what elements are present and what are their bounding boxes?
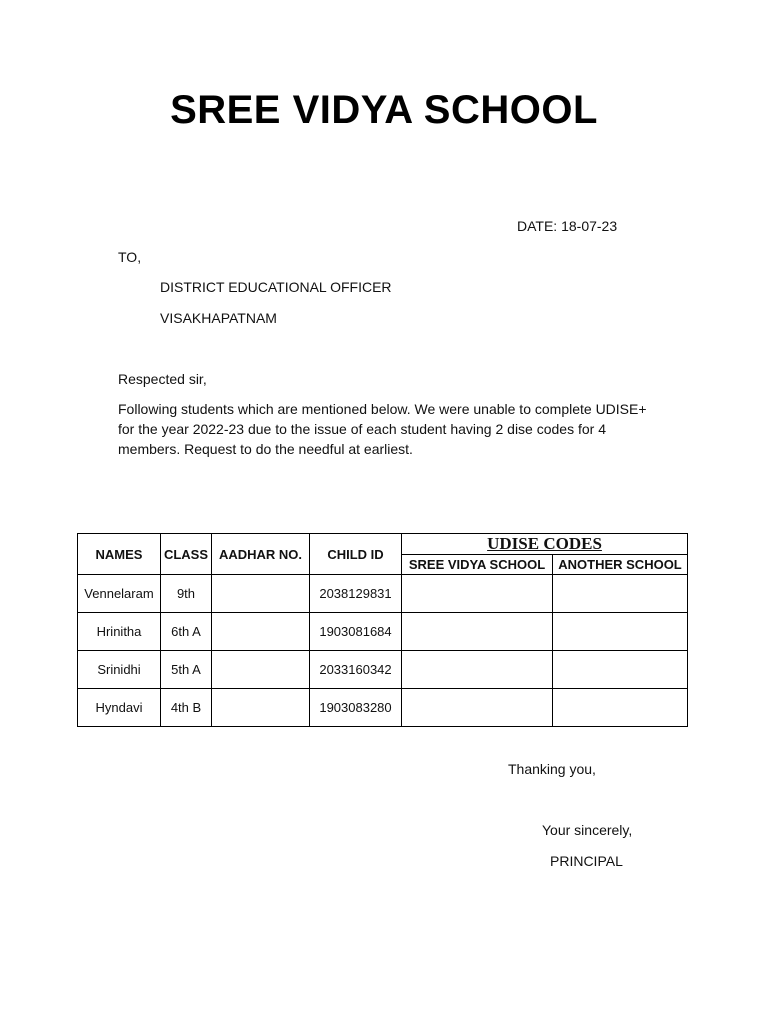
header-class: CLASS — [161, 534, 212, 575]
cell-aadhar — [212, 613, 310, 651]
cell-sree-vidya-code — [402, 689, 553, 727]
cell-another-school-code — [553, 651, 688, 689]
table-row — [78, 651, 688, 689]
cell-another-school-code — [553, 613, 688, 651]
cell-another-school-code — [553, 575, 688, 613]
cell-aadhar — [212, 689, 310, 727]
cell-sree-vidya-code — [402, 575, 553, 613]
cell-class: 6th A — [161, 613, 212, 651]
cell-child-id: 2038129831 — [310, 575, 402, 613]
recipient-city: VISAKHAPATNAM — [160, 310, 277, 326]
cell-name: Hrinitha — [78, 613, 161, 651]
cell-name: Vennelaram — [78, 575, 161, 613]
closing-line: Your sincerely, — [542, 822, 633, 838]
cell-another-school-code — [553, 689, 688, 727]
cell-class: 5th A — [161, 651, 212, 689]
cell-aadhar — [212, 575, 310, 613]
table-row — [78, 613, 688, 651]
header-sree-vidya: SREE VIDYA SCHOOL — [402, 555, 553, 575]
cell-class: 4th B — [161, 689, 212, 727]
letter-body: Following students which are mentioned below. We were unable to complete UDISE+ for the year 2022-23 due to the issue of each student having 2 dise codes for 4 members. Request to do the needful at earliest. — [118, 401, 647, 457]
cell-child-id: 1903081684 — [310, 613, 402, 651]
cell-name: Hyndavi — [78, 689, 161, 727]
header-aadhar: AADHAR NO. — [212, 534, 310, 575]
cell-class: 9th — [161, 575, 212, 613]
thanks-line: Thanking you, — [508, 761, 596, 777]
school-title: SREE VIDYA SCHOOL — [170, 88, 598, 132]
cell-name: Srinidhi — [78, 651, 161, 689]
header-udise-codes: UDISE CODES — [402, 534, 688, 555]
cell-sree-vidya-code — [402, 651, 553, 689]
cell-child-id: 1903083280 — [310, 689, 402, 727]
students-table — [77, 533, 688, 727]
letter-date: DATE: 18-07-23 — [517, 218, 618, 234]
cell-aadhar — [212, 651, 310, 689]
salutation: Respected sir, — [118, 371, 207, 387]
header-another-school: ANOTHER SCHOOL — [553, 555, 688, 575]
recipient-title: DISTRICT EDUCATIONAL OFFICER — [160, 279, 392, 295]
cell-child-id: 2033160342 — [310, 651, 402, 689]
header-child-id: CHILD ID — [310, 534, 402, 575]
cell-sree-vidya-code — [402, 613, 553, 651]
signatory: PRINCIPAL — [550, 853, 623, 869]
header-names: NAMES — [78, 534, 161, 575]
table-row — [78, 575, 688, 613]
to-label: TO, — [118, 249, 142, 265]
table-row — [78, 689, 688, 727]
